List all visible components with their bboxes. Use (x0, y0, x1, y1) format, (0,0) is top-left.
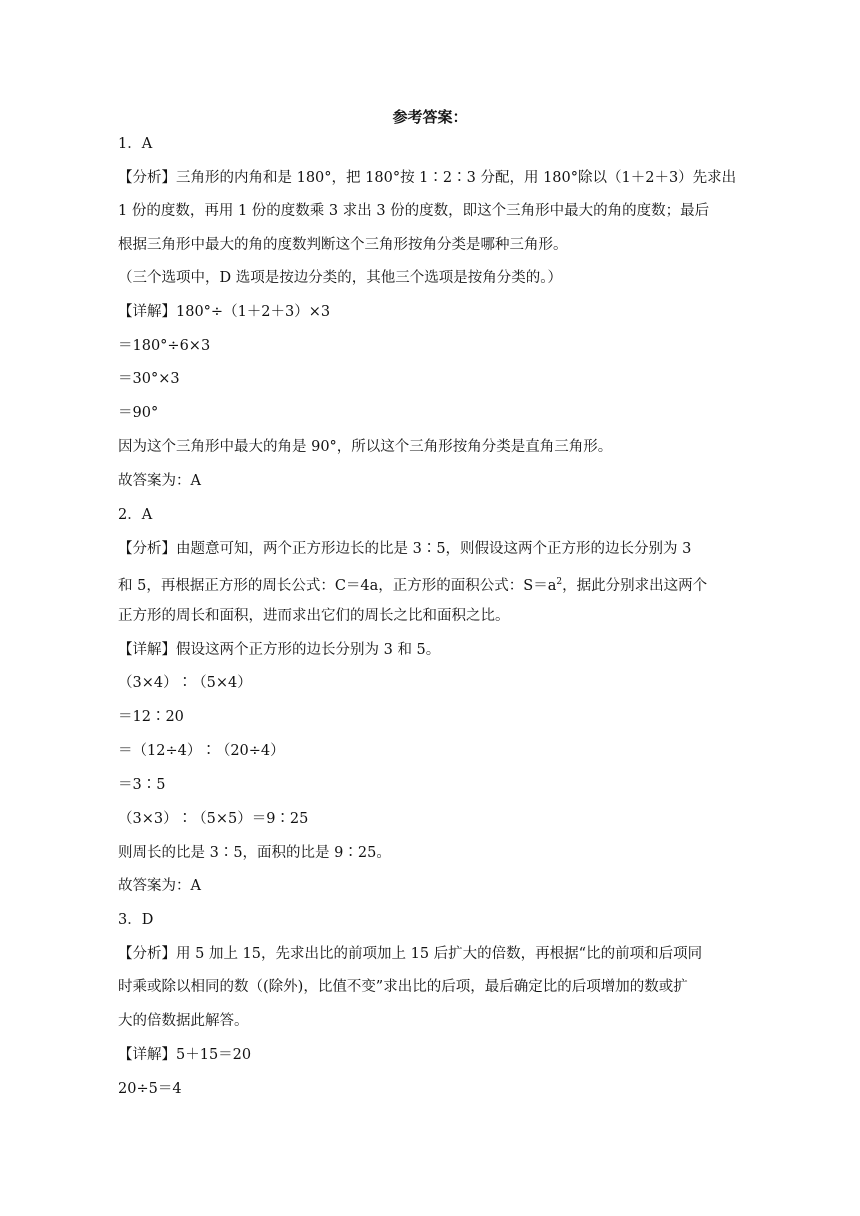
q2-detail-line: ＝（12÷4）∶（20÷4） (118, 743, 285, 759)
q3-analysis-line: 大的倍数据此解答。 (118, 1013, 249, 1029)
q2-analysis-line: 正方形的周长和面积，进而求出它们的周长之比和面积之比。 (118, 608, 510, 624)
q2-analysis-text: 和 5，再根据正方形的周长公式：C＝4a，正方形的面积公式：S＝a (118, 577, 557, 594)
page-title: 参考答案： (392, 108, 468, 126)
q1-number: 1．A (118, 136, 153, 152)
q3-detail-line: 【详解】5＋15＝20 (118, 1047, 252, 1063)
q1-analysis-line: 【分析】三角形的内角和是 180°，把 180°按 1∶2∶3 分配，用 180°除以（1＋2＋3）先求出 (118, 170, 737, 186)
q2-number: 2．A (118, 507, 153, 523)
q1-detail-line: 【详解】180°÷（1＋2＋3）×3 (118, 304, 331, 320)
q2-detail-line: （3×4）∶（5×4） (118, 675, 252, 691)
q1-answer: 故答案为：A (118, 473, 201, 489)
q2-detail-line: ＝3∶5 (118, 777, 166, 793)
q2-detail-line: 【详解】假设这两个正方形的边长分别为 3 和 5。 (118, 642, 441, 658)
q2-analysis-text: ，据此分别求出这两个 (562, 577, 708, 594)
q1-detail-line: ＝90° (118, 405, 159, 421)
q1-detail-line: 因为这个三角形中最大的角是 90°，所以这个三角形按角分类是直角三角形。 (118, 439, 613, 455)
q3-number: 3．D (118, 912, 154, 928)
q2-answer: 故答案为：A (118, 878, 201, 894)
q2-detail-line: ＝12∶20 (118, 709, 184, 725)
q3-analysis-line: 时乘或除以相同的数（(除外)，比值不变”求出比的后项，最后确定比的后项增加的数或扩 (118, 979, 688, 995)
q1-detail-line: ＝30°×3 (118, 371, 180, 387)
superscript-exponent: 2 (556, 577, 563, 587)
q1-analysis-line: （三个选项中，D 选项是按边分类的，其他三个选项是按角分类的。） (118, 270, 562, 286)
q2-detail-line: （3×3）∶（5×5）＝9∶25 (118, 811, 309, 827)
q3-analysis-line: 【分析】用 5 加上 15，先求出比的前项加上 15 后扩大的倍数，再根据“比的前项和后项同 (118, 946, 703, 962)
q1-analysis-line: 1 份的度数，再用 1 份的度数乘 3 求出 3 份的度数，即这个三角形中最大的角的度数；最后 (118, 203, 710, 219)
q3-detail-line: 20÷5＝4 (118, 1081, 182, 1097)
q2-analysis-line (118, 572, 707, 596)
q2-detail-line: 则周长的比是 3∶5，面积的比是 9∶25。 (118, 845, 391, 861)
q1-detail-line: ＝180°÷6×3 (118, 338, 211, 354)
q1-analysis-line: 根据三角形中最大的角的度数判断这个三角形按角分类是哪种三角形。 (118, 237, 568, 253)
q2-analysis-line: 【分析】由题意可知，两个正方形边长的比是 3∶5，则假设这两个正方形的边长分别为 3 (118, 541, 692, 557)
